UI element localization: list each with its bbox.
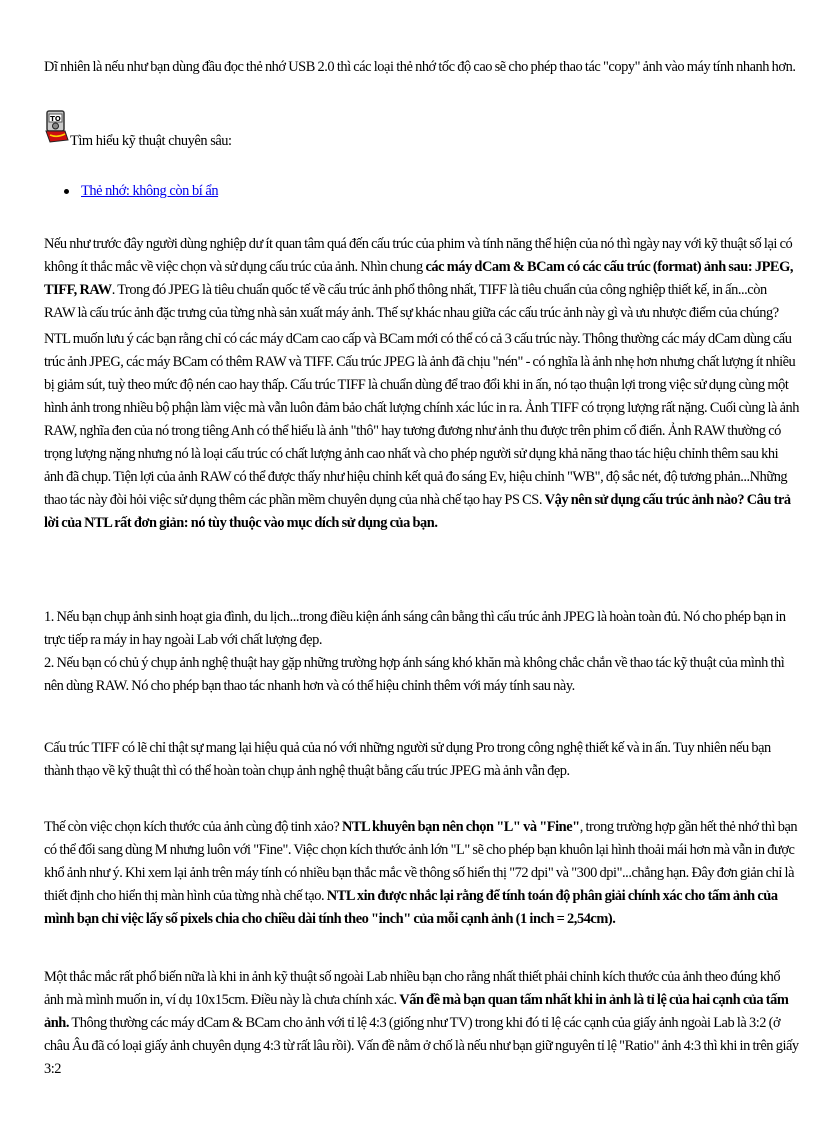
paragraph-ntl-format-note	[44, 328, 800, 535]
list-item-raw: 2. Nếu bạn có chủ ý chụp ảnh nghệ thuật hay gặp những trường hợp ánh sáng khó khăn mà không chắc chắn về thao tác kỹ thuật của mình thì nên dùng RAW. Nó cho phép bạn thao tác nhanh hơn và có thể hiệu chỉnh thêm với máy tính sau này.	[44, 655, 785, 694]
size-bold-1: NTL khuyên bạn nên chọn "L" và "Fine"	[341, 819, 580, 835]
camera-tip-icon	[44, 107, 70, 147]
size-text-2: , trong trường hợp gần hết thẻ nhớ thì bạn có thể đổi sang dùng M nhưng luôn với "Fine". Việc chọn kích thước ảnh lớn "L" sẽ cho phép bạn khuôn lại hình thoải mái hơn mà vẫn in được khổ ảnh như ý. Khi xem lại ảnh trên máy tính có nhiều bạn thắc mắc về thông số hiển thị "72 dpi" và "300 dpi"...chẳng hạn. Đây đơn giản chỉ là thiết định cho hiển thị màn hình của từng nhà chế tạo.	[44, 819, 798, 904]
formats-text-1: Nếu như trước đây người dùng nghiệp dư ít quan tâm quá đến cấu trúc của phim và tính năng thể hiện của nó thì ngày nay với kỹ thuật số lại có không ít thắc mắc về việc chọn và sử dụng cấu trúc của ảnh. Nhìn chung	[44, 236, 793, 275]
paragraph-tiff: Cấu trúc TIFF có lẽ chỉ thật sự mang lại hiệu quả của nó với những người sử dụng Pro trong công nghệ thiết kế và in ấn. Tuy nhiên nếu bạn thành thạo về kỹ thuật thì có thể hoàn toàn chụp ảnh nghệ thuật bằng cấu trúc JPEG mà ảnh vẫn đẹp.	[44, 740, 771, 779]
deep-dive-label: Tìm hiểu kỹ thuật chuyên sâu:	[70, 133, 232, 149]
size-bold-2: NTL xin được nhắc lại rằng để tính toán độ phân giải chính xác cho tấm ảnh của mình bạn chỉ việc lấy số pixels chia cho chiều dài tính theo "inch" của mỗi cạnh ảnh (1 inch = 2,54cm).	[44, 888, 778, 927]
ratio-text-2: Thông thường các máy dCam & BCam cho ảnh với tỉ lệ 4:3 (giống như TV) trong khi đó tỉ lệ các cạnh của giấy ảnh ngoài Lab là 3:2 (ở châu Âu đã có loại giấy ảnh chuyên dụng 4:3 từ rất lâu rồi). Vấn đề nằm ở chố là nếu như bạn giữ nguyên tỉ lệ "Ratio" ảnh 4:3 thì khi in trên giấy 3:2	[44, 1015, 799, 1077]
paragraph-print-ratio	[44, 966, 800, 1081]
ratio-text-1: Một thắc mắc rất phổ biến nữa là khi in ảnh kỹ thuật số ngoài Lab nhiều bạn cho rằng nhất thiết phải chỉnh kích thước của ảnh theo đúng khổ ảnh mà mình muốn in, ví dụ 10x15cm. Điều này là chưa chính xác.	[44, 969, 781, 1008]
paragraph-image-formats	[44, 233, 800, 325]
memory-card-article-link[interactable]: Thẻ nhớ: không còn bí ẩn	[81, 183, 219, 199]
bullet-dot	[64, 189, 69, 194]
size-text-1: Thế còn việc chọn kích thước của ảnh cùng độ tinh xảo?	[44, 819, 342, 835]
formats-bold-1: các máy dCam & BCam có các cấu trúc (format) ảnh sau: JPEG, TIFF, RAW	[44, 259, 793, 298]
svg-text:TO: TO	[50, 115, 61, 123]
paragraph-size-quality	[44, 816, 800, 931]
list-item-jpeg: 1. Nếu bạn chụp ảnh sinh hoạt gia đình, du lịch...trong điều kiện ánh sáng cân bằng thì cấu trúc ảnh JPEG là hoàn toàn đủ. Nó cho phép bạn in trực tiếp ra máy in hay ngoài Lab với chất lượng đẹp.	[44, 609, 786, 648]
paragraph-usb-reader: Dĩ nhiên là nếu như bạn dùng đầu đọc thẻ nhớ USB 2.0 thì các loại thẻ nhớ tốc độ cao sẽ cho phép thao tác "copy" ảnh vào máy tính nhanh hơn.	[44, 59, 796, 75]
ratio-bold-1: Vấn đề mà bạn quan tấm nhất khi in ảnh là tỉ lệ của hai cạnh của tấm ảnh.	[44, 992, 789, 1031]
ntl-bold-1: Vậy nên sử dụng cấu trúc ảnh nào? Câu trả lời của NTL rất đơn giản: nó tùy thuộc vào mục dích sử dụng của bạn.	[44, 492, 791, 531]
formats-text-2: . Trong đó JPEG là tiêu chuẩn quốc tế về cấu trúc ảnh phổ thông nhất, TIFF là tiêu chuẩn của công nghiệp thiết kế, in ấn...còn RAW là cấu trúc ảnh đặc trưng của từng nhà sản xuất máy ảnh. Thế sự khác nhau giữa các cấu trúc ảnh này gì và ưu nhược điểm của chúng?	[44, 282, 779, 321]
ntl-text-1: NTL muốn lưu ý các bạn rằng chỉ có các máy dCam cao cấp và BCam mới có thể có cả 3 cấu trúc này. Thông thường các máy dCam dùng cấu trúc ảnh JPEG, các máy BCam có thêm RAW và TIFF. Cấu trúc JPEG là ảnh đã chịu "nén" - có nghĩa là ảnh nhẹ hơn nhưng chất lượng ít nhiều bị giảm sút, tuỳ theo mức độ nén cao hay thấp. Cấu trúc TIFF là chuẩn dùng để trao đổi khi in ấn, nó tạo thuận lợi trong việc sử dụng cùng một hình ảnh trong nhiều bộ phận làm việc mà vẫn luôn đảm bảo chất lượng chính xác lúc in ra. Ảnh TIFF có trọng lượng rất nặng. Cuối cùng là ảnh RAW, nghĩa đen của nó trong tiêng Anh có thể hiểu là ảnh "thô" hay tương đương như ảnh thu được trên phim cổ điển. Ảnh RAW thường có trọng lượng nặng nhưng nó là loại cấu trúc có chất lượng ảnh cao nhất và cho phép người sử dụng khả năng thao tác hiệu chỉnh thêm sau khi ảnh đã chụp. Tiện lợi của ảnh RAW có thể được thấy như hiệu chỉnh kết quả đo sáng Ev, hiệu chỉnh "WB", độ sắc nét, độ tương phản...Những thao tác này đòi hỏi việc sử dụng thêm các phần mềm chuyên dụng của nhà chế tạo hay PS CS.	[44, 331, 800, 508]
